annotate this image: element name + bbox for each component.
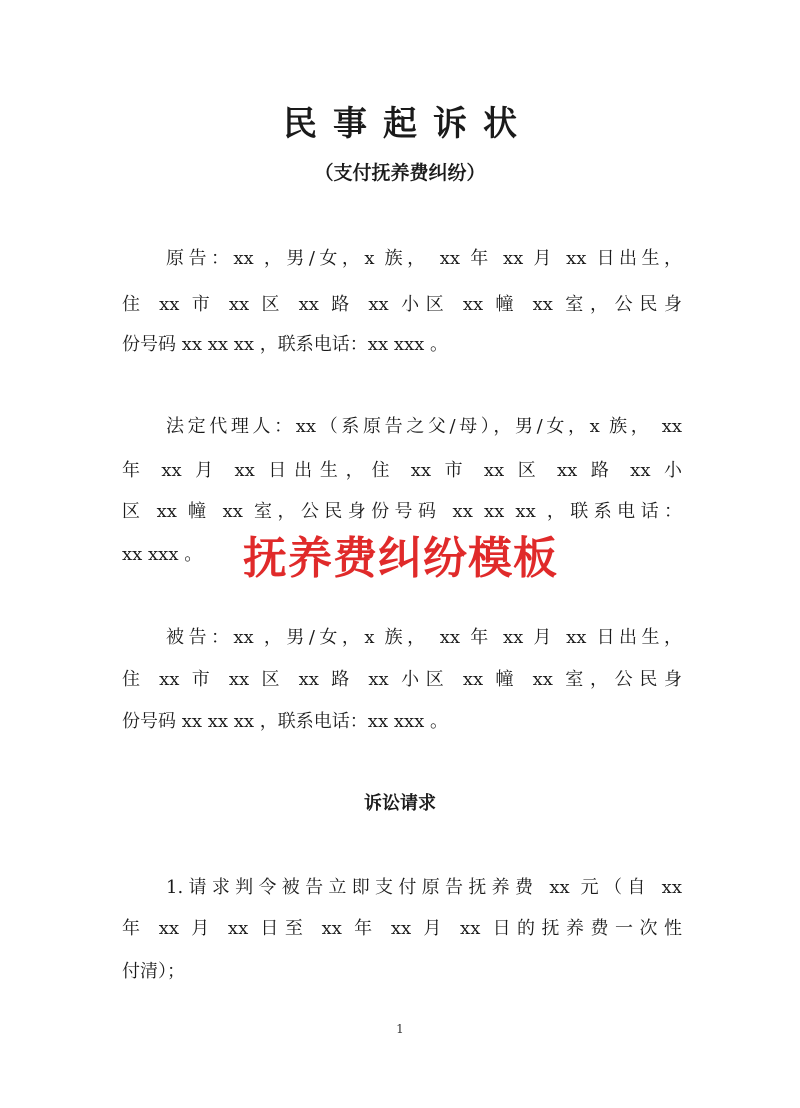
document-title: 民事起诉状: [283, 104, 533, 144]
document-subtitle: （支付抚养费纠纷）: [314, 162, 486, 184]
defendant-line-3: 份号码 xx xx xx ，联系电话：xx xxx 。: [122, 711, 448, 732]
agent-line-1: 法定代理人：xx（系原告之父/母），男/女，x 族， xx: [166, 416, 682, 437]
claim-1-line-3: 付清）；: [122, 961, 185, 982]
plaintiff-line-1: 原告：xx ，男/女，x 族， xx 年 xx 月 xx 日出生，: [166, 248, 682, 269]
agent-line-4: xx xxx 。: [122, 544, 203, 565]
plaintiff-line-2: 住 xx 市 xx 区 xx 路 xx 小区 xx 幢 xx 室，公民身: [122, 294, 682, 315]
agent-line-3: 区 xx 幢 xx 室，公民身份号码 xx xx xx ，联系电话：: [122, 501, 682, 522]
page-number: 1: [396, 1022, 404, 1036]
claim-1-line-1: 1.请求判令被告立即支付原告抚养费 xx 元（自 xx: [166, 877, 682, 898]
watermark-label: 抚养费纠纷模板: [243, 533, 558, 584]
claim-1-line-2: 年 xx 月 xx 日至 xx 年 xx 月 xx 日的抚养费一次性: [122, 918, 682, 939]
claims-heading: 诉讼请求: [364, 793, 436, 814]
defendant-line-2: 住 xx 市 xx 区 xx 路 xx 小区 xx 幢 xx 室，公民身: [122, 669, 682, 690]
defendant-line-1: 被告：xx ，男/女，x 族， xx 年 xx 月 xx 日出生，: [166, 627, 682, 648]
agent-line-2: 年 xx 月 xx 日出生，住 xx 市 xx 区 xx 路 xx 小: [122, 460, 682, 481]
plaintiff-line-3: 份号码 xx xx xx ，联系电话：xx xxx 。: [122, 334, 448, 355]
